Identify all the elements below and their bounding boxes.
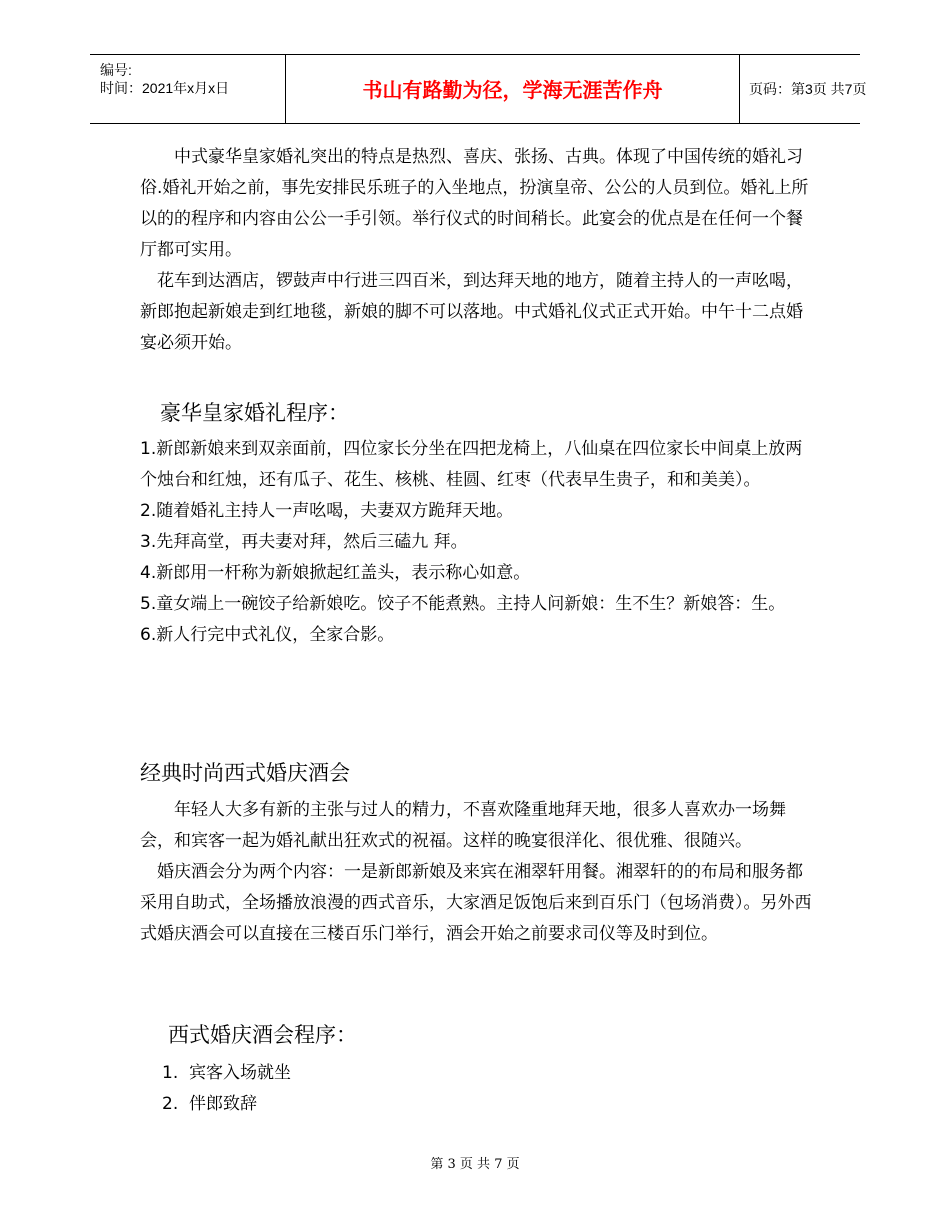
- header-motto: 书山有路勤为径，学海无涯苦作舟: [362, 78, 663, 102]
- list-item: 1.新郎新娘来到双亲面前，四位家长分坐在四把龙椅上，八仙桌在四位家长中间桌上放两个烛台和红烛，还有瓜子、花生、核桃、桂圆、红枣（代表早生贵子，和和美美）。: [140, 439, 803, 490]
- page-header: [90, 54, 867, 124]
- western-reception-heading: 经典时尚西式婚庆酒会: [140, 761, 350, 785]
- intro-paragraph-2: 花车到达酒店，锣鼓声中行进三四百米，到达拜天地的地方，随着主持人的一声吆喝，新郎抱起新娘走到红地毯，新娘的脚不可以落地。中式婚礼仪式正式开始。中午十二点婚宴必须开始。: [140, 271, 803, 353]
- royal-procedure-list: [140, 434, 812, 651]
- western-paragraph-2: 婚庆酒会分为两个内容：一是新郎新娘及来宾在湘翠轩用餐。湘翠轩的的布局和服务都采用自助式，全场播放浪漫的西式音乐，大家酒足饭饱后来到百乐门（包场消费）。另外西式婚庆酒会可以直接在三楼百乐门举行，酒会开始之前要求司仪等及时到位。: [140, 862, 812, 944]
- header-meta-cell: [90, 55, 285, 123]
- western-paragraph-1: 年轻人大多有新的主张与过人的精力，不喜欢隆重地拜天地，很多人喜欢办一场舞会，和宾客一起为婚礼献出狂欢式的祝福。这样的晚宴很洋化、很优雅、很随兴。: [140, 800, 786, 851]
- western-procedure-list: [162, 1058, 762, 1120]
- list-item: 5.童女端上一碗饺子给新娘吃。饺子不能煮熟。主持人问新娘：生不生？新娘答：生。: [140, 594, 786, 614]
- western-reception-section: [140, 795, 812, 950]
- list-item: 3.先拜高堂，再夫妻对拜，然后三磕九 拜。: [140, 532, 468, 552]
- western-procedure-heading: 西式婚庆酒会程序：: [168, 1023, 357, 1047]
- header-motto-cell: [285, 55, 740, 123]
- list-item: 1. 宾客入场就坐: [162, 1063, 292, 1083]
- serial-label: 编号:: [100, 62, 132, 78]
- header-page-cell: [739, 55, 867, 123]
- intro-paragraph-1: 中式豪华皇家婚礼突出的特点是热烈、喜庆、张扬、古典。体现了中国传统的婚礼习俗.婚礼开始之前，事先安排民乐班子的入坐地点，扮演皇帝、公公的人员到位。婚礼上所以的的程序和内容由公公一手引领。举行仪式的时间稍长。此宴会的优点是在任何一个餐厅都可实用。: [140, 147, 809, 260]
- time-label: 时间：2021年x月x日: [100, 80, 230, 96]
- header-page-info: 页码：第3页 共7页: [749, 81, 867, 97]
- list-item: 2.随着婚礼主持人一声吆喝，夫妻双方跪拜天地。: [140, 501, 514, 521]
- list-item: 2. 伴郎致辞: [162, 1094, 258, 1114]
- page-footer: 第 3 页 共 7 页: [430, 1157, 520, 1172]
- intro-section: [140, 142, 812, 359]
- list-item: 4.新郎用一杆称为新娘掀起红盖头，表示称心如意。: [140, 563, 531, 583]
- royal-procedure-heading: 豪华皇家婚礼程序：: [160, 401, 349, 425]
- list-item: 6.新人行完中式礼仪，全家合影。: [140, 625, 395, 645]
